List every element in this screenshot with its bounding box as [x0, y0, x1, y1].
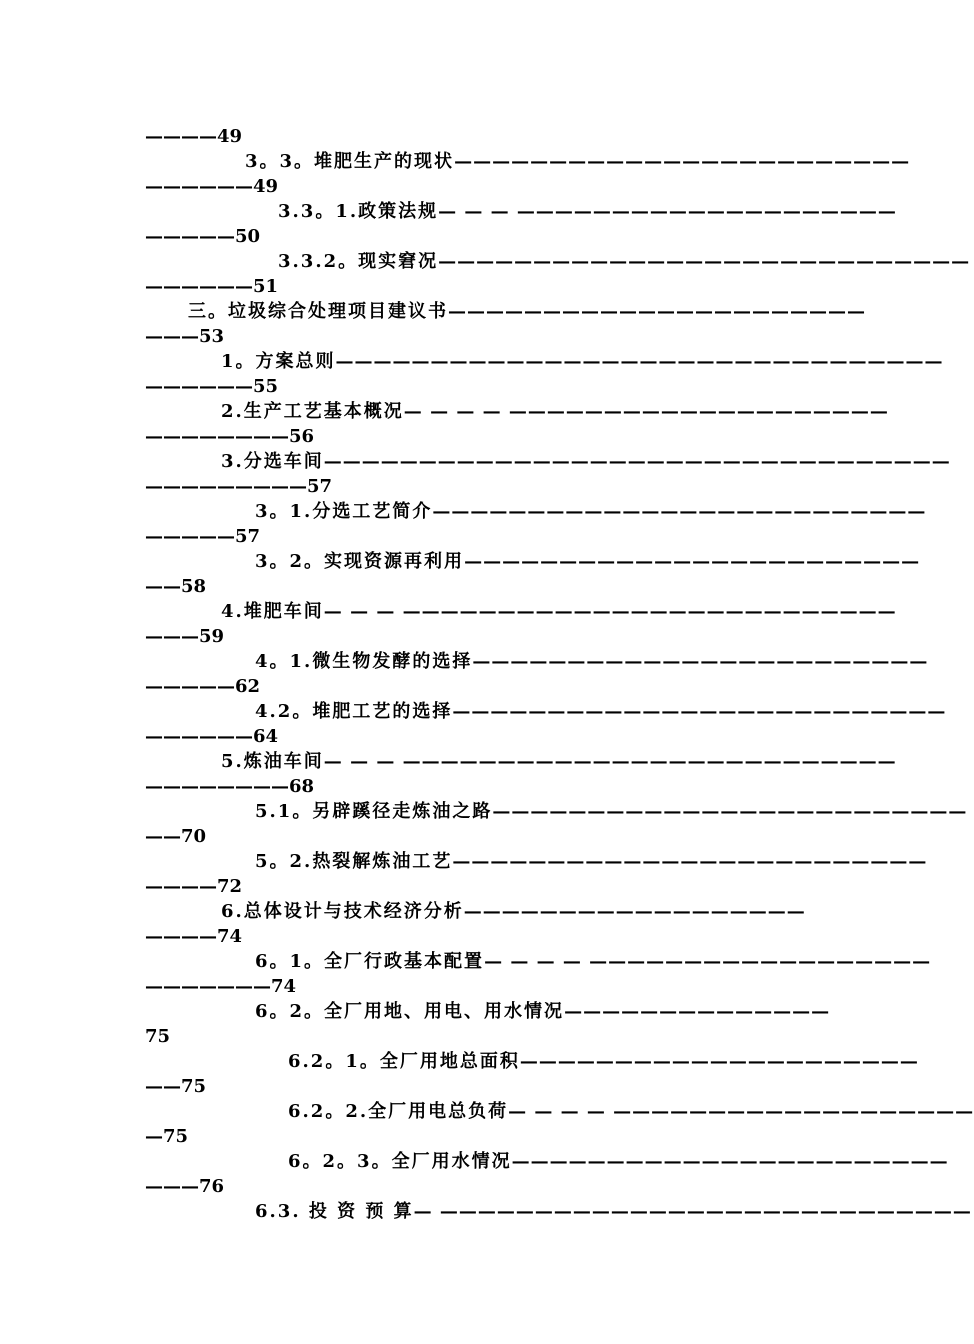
toc-entry[interactable]	[145, 149, 911, 199]
toc-entry[interactable]	[145, 1099, 974, 1149]
toc-entry-page-continuation: ———59	[145, 626, 225, 647]
toc-entry-title: 3.分选车间	[221, 451, 324, 472]
toc-entry-leader: ————————————————————————	[454, 151, 911, 172]
toc-entry-title: 6.2。2.全厂用电总负荷	[288, 1101, 509, 1122]
toc-entry-title: 3。1.分选工艺简介	[255, 501, 433, 522]
toc-entry-leader: ——————————————————————————	[432, 501, 927, 522]
toc-entry-leader: ———————————————————————	[511, 1151, 949, 1172]
toc-entry-title: 3。2。实现资源再利用	[255, 551, 465, 572]
toc-entry-title: 5.炼油车间	[221, 751, 324, 772]
toc-entry-page-continuation: —————————57	[145, 476, 333, 497]
toc-entry-line	[145, 1199, 972, 1224]
toc-entry-line	[145, 549, 921, 574]
toc-entry-title: 6.总体设计与技术经济分析	[221, 901, 464, 922]
toc-entry-page-continuation: —————50	[145, 226, 261, 247]
toc-entry-page-continuation: ————72	[145, 876, 243, 897]
toc-entry[interactable]	[145, 949, 932, 999]
toc-entry-leader: — — — ——————————————————————————	[323, 751, 897, 772]
toc-entry[interactable]	[145, 849, 928, 899]
toc-entry-line	[145, 599, 897, 624]
toc-entry-line	[145, 799, 968, 824]
toc-entry[interactable]	[145, 399, 889, 449]
toc-entry-title: 6。1。全厂行政基本配置	[255, 951, 485, 972]
toc-entry[interactable]	[145, 499, 927, 549]
toc-entry-leader: — — — ————————————————————	[438, 201, 897, 222]
toc-entry-title: 4.2。堆肥工艺的选择	[255, 701, 453, 722]
toc-entry-line	[145, 249, 971, 274]
toc-entry-line	[145, 449, 951, 474]
toc-entry-page-continuation: ——58	[145, 576, 207, 597]
toc-first-continuation: ————49	[145, 126, 243, 147]
toc-entry-page-continuation: ——————55	[145, 376, 279, 397]
toc-entry-page-continuation: ———————74	[145, 976, 297, 997]
toc-entry-page-continuation: —————62	[145, 676, 261, 697]
toc-entry-line	[145, 749, 897, 774]
toc-entry[interactable]	[145, 1049, 919, 1099]
toc-entry-leader: — ————————————————————————————	[413, 1201, 972, 1222]
toc-entry-line	[145, 1049, 919, 1074]
toc-entry-page-continuation: ——————51	[145, 276, 279, 297]
toc-entry-leader: —————————————————————————	[492, 801, 968, 822]
toc-entry-leader: —————————————————————————	[452, 851, 928, 872]
toc-list	[145, 149, 974, 1249]
toc-entry[interactable]	[145, 449, 951, 499]
toc-entry-page-continuation: ———76	[145, 1176, 225, 1197]
toc-entry[interactable]	[145, 1149, 949, 1199]
toc-entry-title: 4。1.微生物发酵的选择	[255, 651, 473, 672]
toc-entry-title: 2.生产工艺基本概况	[221, 401, 404, 422]
toc-entry-page-continuation: ————————56	[145, 426, 315, 447]
toc-entry-title: 5。2.热裂解炼油工艺	[255, 851, 453, 872]
toc-entry-leader: — — — ——————————————————————————	[323, 601, 897, 622]
toc-entry-page-continuation: ————74	[145, 926, 243, 947]
toc-entry-leader: — — — — ——————————————————	[484, 951, 932, 972]
toc-entry-title: 4.堆肥车间	[221, 601, 324, 622]
toc-entry-line	[145, 399, 889, 424]
toc-entry-title: 5.1。另辟蹊径走炼油之路	[255, 801, 493, 822]
toc-entry[interactable]	[145, 799, 968, 849]
toc-entry-page-continuation: 75	[145, 1026, 171, 1047]
toc-entry-leader: ————————————————————————————	[438, 251, 971, 272]
toc-entry-leader: ——————————————————————	[448, 301, 866, 322]
toc-entry[interactable]	[145, 649, 929, 699]
toc-entry-page-continuation: ——70	[145, 826, 207, 847]
toc-entry-leader: ——————————————	[564, 1001, 831, 1022]
toc-entry[interactable]	[145, 549, 921, 599]
toc-entry-page-continuation: —75	[145, 1126, 189, 1147]
toc-entry-title: 6.2。1。全厂用地总面积	[288, 1051, 520, 1072]
toc-entry-title: 3。3。堆肥生产的现状	[245, 151, 455, 172]
toc-entry-title: 3.3。1.政策法规	[278, 201, 439, 222]
toc-entry-page-continuation: ———53	[145, 326, 225, 347]
toc-entry-leader: ————————————————————————————————	[335, 351, 944, 372]
toc-entry[interactable]	[145, 349, 944, 399]
toc-entry-title: 三。垃圾综合处理项目建议书	[188, 301, 448, 322]
toc-entry-leader: ——————————————————————————	[452, 701, 947, 722]
toc-entry-line	[145, 949, 932, 974]
toc-entry-line	[145, 999, 831, 1024]
table-of-contents	[145, 124, 974, 1249]
toc-entry-title: 3.3.2。现实窘况	[278, 251, 439, 272]
toc-entry-line	[145, 849, 928, 874]
toc-entry-leader: — — — — ————————————————————	[403, 401, 889, 422]
toc-entry-leader: ——————————————————	[463, 901, 806, 922]
toc-entry[interactable]	[145, 999, 831, 1049]
toc-entry-page-continuation: ——————64	[145, 726, 279, 747]
toc-entry[interactable]	[145, 249, 971, 299]
toc-entry[interactable]	[145, 749, 897, 799]
toc-entry[interactable]	[145, 1199, 972, 1249]
toc-entry-line	[145, 349, 944, 374]
toc-entry[interactable]	[145, 199, 897, 249]
toc-entry[interactable]	[145, 899, 810, 949]
toc-entry-title: 6。2。3。全厂用水情况	[288, 1151, 512, 1172]
toc-entry[interactable]	[145, 599, 897, 649]
toc-entry-leader: —————————————————————	[519, 1051, 919, 1072]
toc-entry-line	[145, 299, 866, 324]
toc-entry-page-continuation: ————————68	[145, 776, 315, 797]
toc-entry-line	[145, 699, 947, 724]
toc-entry-title: 6。2。全厂用地、用电、用水情况	[255, 1001, 565, 1022]
toc-entry[interactable]	[145, 699, 947, 749]
toc-entry-line	[145, 499, 927, 524]
toc-entry-line	[145, 649, 929, 674]
toc-entry-line	[145, 899, 810, 924]
toc-entry-page-continuation	[145, 1224, 810, 1249]
toc-entry[interactable]	[145, 299, 866, 349]
toc-entry-leader: — — — — ———————————————————	[508, 1101, 974, 1122]
toc-entry-title: 1。方案总则	[221, 351, 336, 372]
toc-entry-leader: —————————————————————————————————	[323, 451, 951, 472]
toc-entry-line	[145, 149, 911, 174]
toc-entry-line	[145, 1149, 949, 1174]
toc-entry-page-continuation: —————57	[145, 526, 261, 547]
toc-entry-leader: ————————————————————————	[472, 651, 929, 672]
toc-entry-line	[145, 199, 897, 224]
toc-entry-line	[145, 1099, 974, 1124]
toc-entry-page-continuation: ——75	[145, 1076, 207, 1097]
toc-entry-title: 6.3. 投 资 预 算	[255, 1201, 414, 1222]
toc-entry-leader: ————————————————————————	[464, 551, 921, 572]
toc-entry-page-continuation: ——————49	[145, 176, 279, 197]
